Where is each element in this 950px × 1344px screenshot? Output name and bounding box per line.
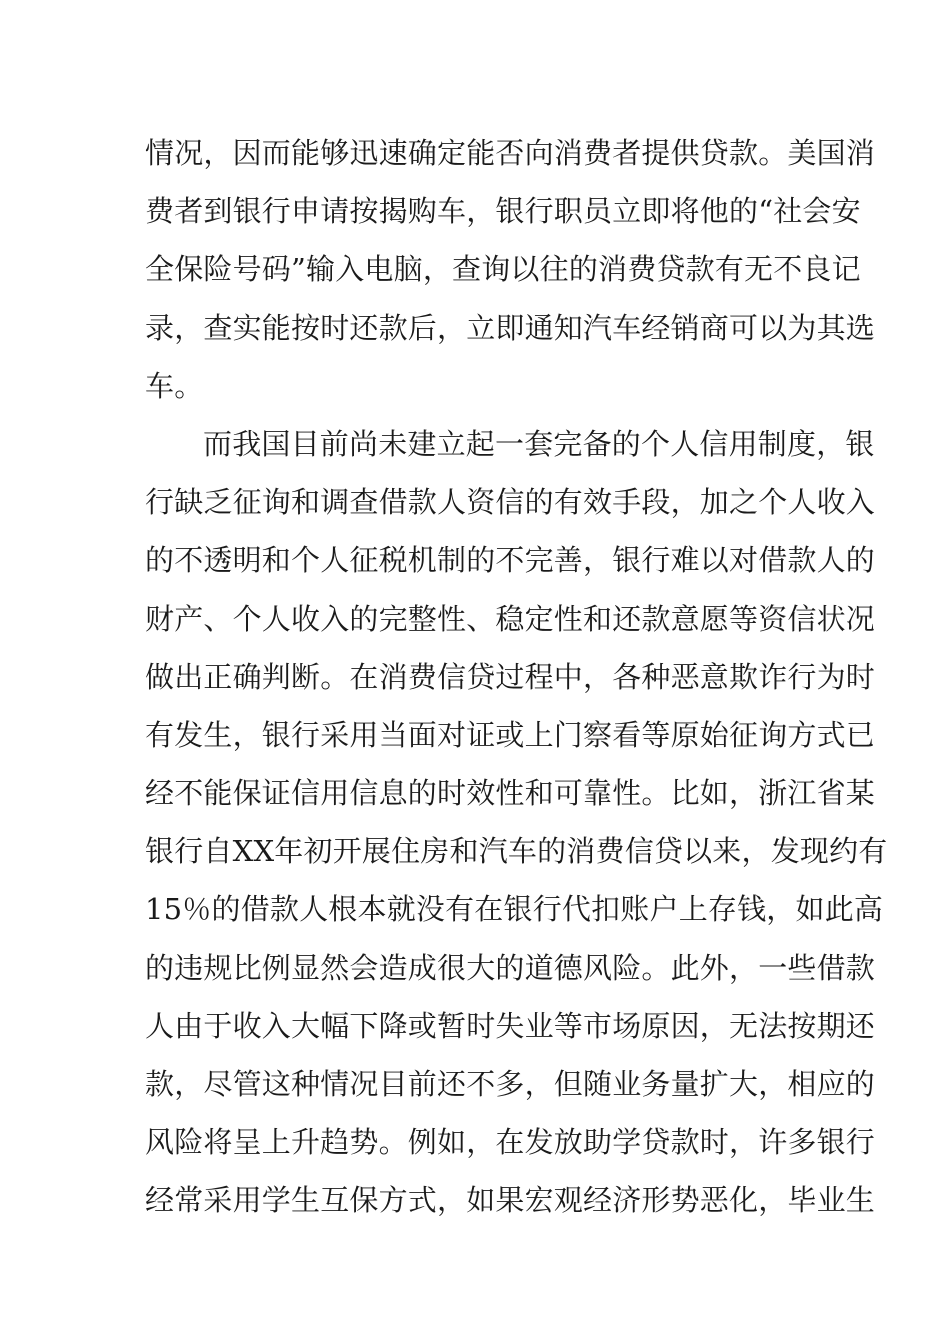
- text-line: 录，查实能按时还款后，立即通知汽车经销商可以为其选: [145, 310, 876, 345]
- text-line: 车。: [145, 368, 204, 403]
- text-line: 做出正确判断。在消费信贷过程中，各种恶意欺诈行为时: [145, 659, 876, 694]
- text-line: 风险将呈上升趋势。例如，在发放助学贷款时，许多银行: [145, 1125, 876, 1160]
- text-line: 有发生，银行采用当面对证或上门察看等原始征询方式已: [145, 717, 876, 752]
- text-line: 情况，因而能够迅速确定能否向消费者提供贷款。美国消: [145, 136, 876, 170]
- text-line: 银行自XX年初开展住房和汽车的消费信贷以来，发现约有: [145, 834, 888, 869]
- text-line: 15％的借款人根本就没有在银行代扣账户上存钱，如此高: [145, 892, 884, 927]
- text-line: 款，尽管这种情况目前还不多，但随业务量扩大，相应的: [145, 1067, 876, 1101]
- text-line: 费者到银行申请按揭购车，银行职员立即将他的“社会安: [145, 194, 861, 229]
- text-line: 行缺乏征询和调查借款人资信的有效手段，加之个人收入: [145, 485, 876, 520]
- text-line: 全保险号码”输入电脑，查询以往的消费贷款有无不良记: [145, 252, 861, 287]
- text-line: 经常采用学生互保方式，如果宏观经济形势恶化，毕业生: [145, 1183, 876, 1218]
- text-line: 人由于收入大幅下降或暂时失业等市场原因，无法按期还: [145, 1008, 876, 1043]
- text-line: 经不能保证信用信息的时效性和可靠性。比如，浙江省某: [145, 776, 876, 811]
- text-line: 财产、个人收入的完整性、稳定性和还款意愿等资信状况: [145, 601, 876, 636]
- body-text: [145, 124, 888, 1230]
- text-line-paragraph-start: 而我国目前尚未建立起一套完备的个人信用制度，银: [203, 426, 875, 461]
- text-line: 的违规比例显然会造成很大的道德风险。此外，一些借款: [145, 950, 876, 985]
- text-line: 的不透明和个人征税机制的不完善，银行难以对借款人的: [145, 543, 876, 578]
